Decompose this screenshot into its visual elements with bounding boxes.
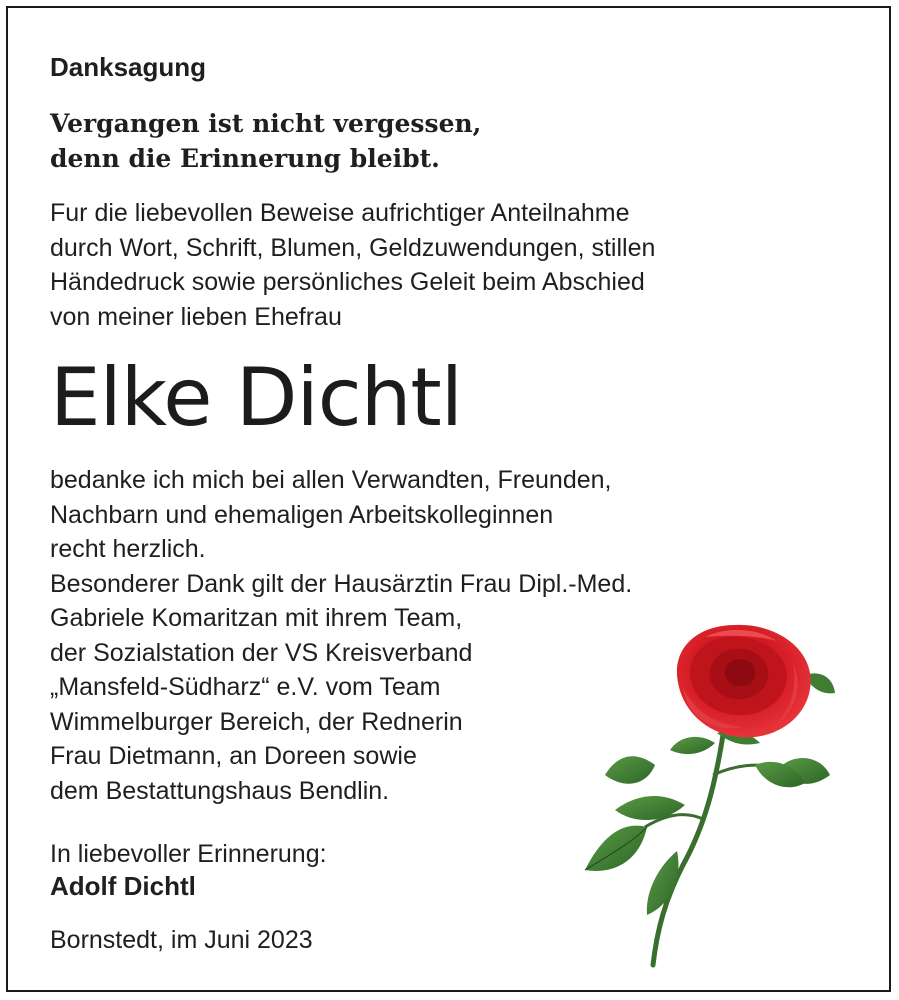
motto bbox=[50, 106, 481, 176]
place-date: Bornstedt, im Juni 2023 bbox=[50, 926, 313, 954]
motto-line: Vergangen ist nicht vergessen, bbox=[50, 109, 482, 138]
intro-line: Händedruck sowie persönliches Geleit beim Abschied bbox=[50, 268, 645, 296]
notice-heading: Danksagung bbox=[50, 52, 207, 82]
thanks-line: Gabriele Komaritzan mit ihrem Team, bbox=[50, 604, 463, 632]
thanks-line: „Mansfeld-Südharz“ e.V. vom Team bbox=[50, 673, 441, 701]
intro-paragraph bbox=[50, 196, 655, 334]
closing-line: In liebevoller Erinnerung: bbox=[50, 840, 327, 868]
motto-line: denn die Erinnerung bleibt. bbox=[50, 144, 440, 173]
thanks-line: Wimmelburger Bereich, der Rednerin bbox=[50, 707, 463, 736]
intro-line: von meiner lieben Ehefrau bbox=[50, 302, 342, 331]
thanks-paragraph bbox=[50, 463, 632, 808]
deceased-name: Elke Dichtl bbox=[50, 351, 463, 444]
thanks-line: der Sozialstation der VS Kreisverband bbox=[50, 638, 473, 667]
intro-line: durch Wort, Schrift, Blumen, Geldzuwendungen, stillen bbox=[50, 233, 656, 262]
thanks-line: Nachbarn und ehemaligen Arbeitskolleginnen bbox=[50, 500, 554, 529]
red-rose-icon bbox=[565, 615, 845, 970]
signer-name: Adolf Dichtl bbox=[50, 871, 196, 901]
thanks-line: Besonderer Dank gilt der Hausärztin Frau Dipl.-Med. bbox=[50, 569, 633, 598]
thanks-line: recht herzlich. bbox=[50, 535, 206, 563]
thanks-line: Frau Dietmann, an Doreen sowie bbox=[50, 742, 417, 770]
thanks-line: bedanke ich mich bei allen Verwandten, Freunden, bbox=[50, 466, 612, 494]
intro-line: Fur die liebevollen Beweise aufrichtiger Anteilnahme bbox=[50, 199, 630, 227]
thanks-line: dem Bestattungshaus Bendlin. bbox=[50, 776, 390, 805]
